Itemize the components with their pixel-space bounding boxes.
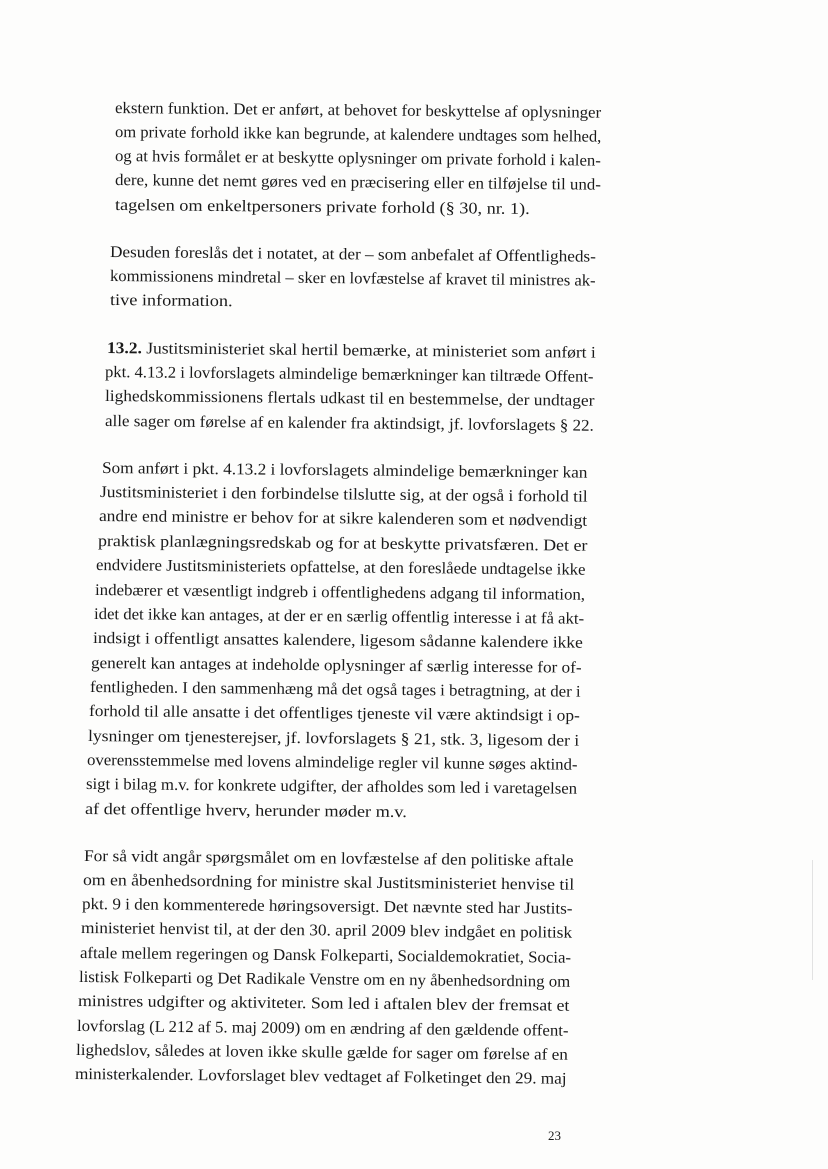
text-line (94, 604, 584, 629)
line-text: aftale mellem regeringen og Dansk Folkeparti, Socialdemokratiet, Socia- (79, 943, 572, 967)
line-text: Desuden foreslås det i notatet, at der – som anbefalet af Offentligheds- (109, 242, 596, 266)
line-text: forhold til alle ansatte i det offentliges tjeneste vil være aktindsigt i op- (88, 701, 580, 725)
text-line (82, 894, 573, 919)
text-line (115, 146, 601, 171)
line-text: Som anført i pkt. 4.13.2 i lovforslagets almindelige bemærkninger kan (101, 458, 588, 482)
section-number: 13.2. (106, 338, 143, 358)
line-text: alle sager om førelse af en kalender fra aktindsigt, jf. lovforslagets § 22. (104, 411, 594, 435)
text-line (115, 170, 601, 195)
line-text: andre end ministre er behov for at sikre kalenderen som et nødvendigt (98, 506, 588, 530)
text-line (110, 266, 596, 291)
text-line (110, 242, 596, 267)
text-line (85, 799, 407, 822)
line-text: listisk Folkeparti og Det Radikale Venstre om en ny åbenhedsordning om (78, 967, 571, 991)
text-line (75, 1064, 567, 1089)
page-number: 23 (548, 1128, 561, 1143)
line-text: tive information. (109, 290, 233, 311)
line-text: af det offentlige hverv, herunder møder m.v. (84, 799, 407, 822)
text-line (79, 967, 570, 992)
text-line (80, 943, 571, 968)
text-line (84, 846, 574, 871)
text-line (107, 338, 596, 363)
text-line (115, 195, 530, 219)
text-line (91, 653, 582, 678)
line-text: lighedskommissionens flertals udkast til en bestemmelse, der undtager (104, 386, 595, 410)
line-text: kommissionens mindretal – sker en lovfæstelse af kravet til ministres ak- (109, 266, 596, 290)
line-text: og at hvis formålet er at beskytte oplysninger om private forhold i kalen- (114, 146, 601, 170)
scan-edge-shadow (812, 860, 813, 980)
line-text: lovforslag (L 212 af 5. maj 2009) om en ændring af den gældende offent- (76, 1016, 569, 1040)
line-text: ekstern funktion. Det er anført, at behovet for beskyttelse af oplysninger (114, 98, 602, 122)
line-text: generelt kan antages at indeholde oplysninger af særlig interesse for of- (90, 653, 582, 677)
text-line (102, 458, 588, 483)
line-text: tagelsen om enkeltpersoners private forhold (§ 30, nr. 1). (114, 195, 530, 218)
line-text: Justitsministeriet skal hertil bemærke, at ministeriet som anført i (146, 338, 596, 362)
line-text: praktisk planlægningsredskab og for at beskytte privatsfæren. Det er (97, 531, 588, 555)
text-line (115, 98, 601, 123)
text-line (78, 991, 570, 1016)
line-text: idet det ikke kan antages, at der er en særlig offentlig interesse i at få akt- (93, 604, 585, 628)
text-line (95, 580, 585, 605)
line-text: pkt. 4.13.2 i lovforslagets almindelige bemærkninger kan tiltræde Offent- (104, 362, 594, 386)
text-line (98, 531, 588, 556)
text-line (76, 1040, 568, 1065)
text-line (86, 774, 577, 799)
line-text: om en åbenhedsordning for ministre skal Justitsministeriet henvise til (82, 870, 575, 894)
text-line (83, 870, 574, 895)
text-line (100, 482, 588, 507)
line-text: lysninger om tjenesterejser, jf. lovforslagets § 21, stk. 3, ligesom der i (87, 726, 580, 750)
text-line (105, 411, 594, 436)
line-text: indsigt i offentligt ansattes kalendere, ligesom sådanne kalendere ikke (92, 628, 583, 652)
line-text: pkt. 9 i den kommenterede høringsoversigt. Det nævnte sted har Justits- (81, 894, 573, 918)
text-line (89, 701, 580, 726)
line-text: endvidere Justitsministeriets opfattelse, at den foreslåede undtagelse ikke (95, 555, 586, 579)
line-text: lighedslov, således at loven ikke skulle gælde for sager om førelse af en (75, 1040, 568, 1064)
line-text: ministres udgifter og aktiviteter. Som led i aftalen blev der fremsat et (77, 991, 570, 1015)
text-line (105, 362, 594, 387)
line-text: fentligheden. I den sammenhæng må det også tages i betragtning, at der i (89, 677, 581, 701)
text-line (87, 750, 578, 775)
text-line (96, 555, 586, 580)
line-text: Justitsministeriet i den forbindelse tilslutte sig, at der også i forhold til (99, 482, 588, 506)
text-line (93, 628, 583, 653)
line-text: ministerkalender. Lovforslaget blev vedtaget af Folketinget den 29. maj (74, 1064, 567, 1088)
line-text: sigt i bilag m.v. for konkrete udgifter, der afholdes som led i varetagelsen (85, 774, 578, 798)
line-text: indebærer et væsentligt indgreb i offentlighedens adgang til information, (94, 580, 586, 604)
text-line (90, 677, 581, 702)
text-line (99, 506, 587, 531)
text-line (115, 122, 602, 147)
line-text: ministeriet henvist til, at der den 30. april 2009 blev indgået en politisk (80, 918, 573, 942)
line-text: dere, kunne det nemt gøres ved en præcisering eller en tilføjelse til und- (114, 170, 602, 194)
text-line (77, 1016, 569, 1041)
line-text: om private forhold ikke kan begrunde, at kalendere undtages som helhed, (114, 122, 602, 146)
text-line (105, 386, 595, 411)
text-line (81, 918, 572, 943)
text-line (88, 726, 579, 751)
line-text: overensstemmelse med lovens almindelige regler vil kunne søges aktind- (86, 750, 578, 774)
text-line (110, 290, 233, 311)
line-text: For så vidt angår spørgsmålet om en lovfæstelse af den politiske aftale (83, 846, 574, 870)
